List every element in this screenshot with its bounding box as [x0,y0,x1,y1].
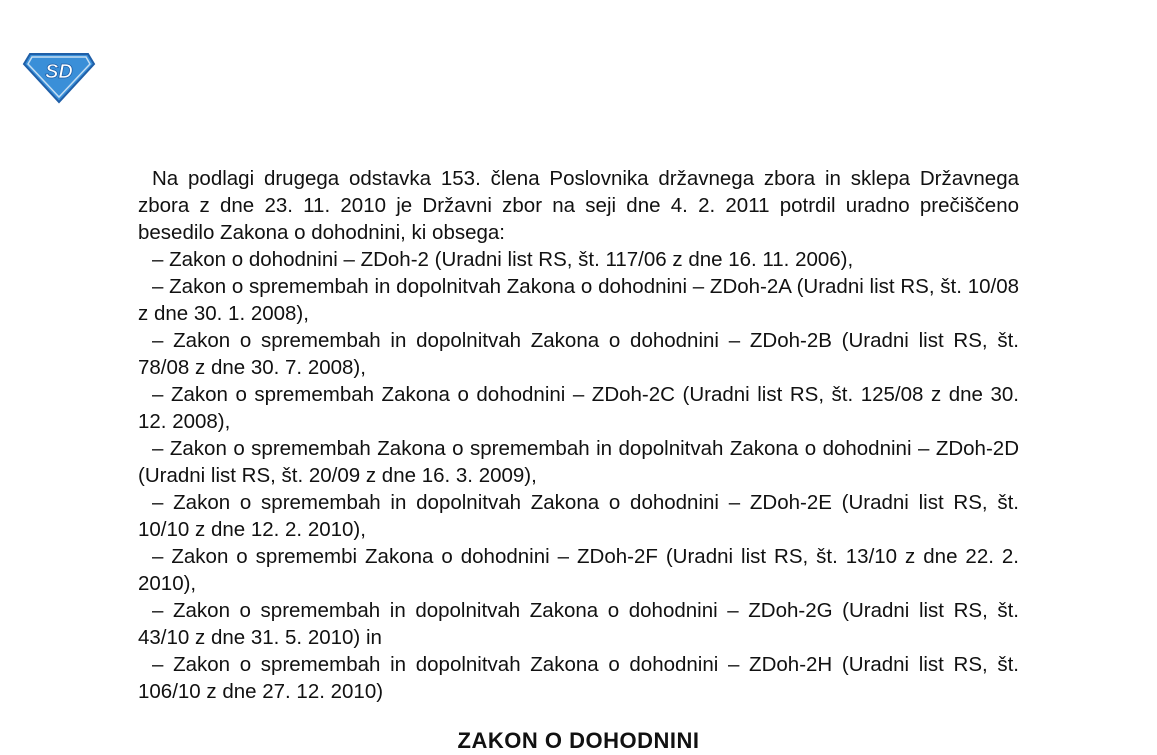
list-item: – Zakon o spremembah in dopolnitvah Zakona o dohodnini – ZDoh-2H (Uradni list RS, št. 106/10 z dne 27. 12. 2010) [138,653,1019,703]
logo-letters: SD [45,61,73,83]
intro-paragraph: Na podlagi drugega odstavka 153. člena Poslovnika državnega zbora in sklepa Državnega zbora z dne 23. 11. 2010 je Državni zbor na seji dne 4. 2. 2011 potrdil uradno prečiščeno besedilo Zakona o dohodnini, ki obsega: [138,167,1019,244]
list-item: – Zakon o dohodnini – ZDoh-2 (Uradni list RS, št. 117/06 z dne 16. 11. 2006), [152,248,854,271]
law-title: ZAKON O DOHODNINI [457,728,700,753]
list-item: – Zakon o spremembi Zakona o dohodnini – ZDoh-2F (Uradni list RS, št. 13/10 z dne 22. 2. 2010), [138,545,1019,595]
list-item: – Zakon o spremembah in dopolnitvah Zakona o dohodnini – ZDoh-2A (Uradni list RS, št. 10/08 z dne 30. 1. 2008), [138,275,1019,325]
document-body [138,165,1019,705]
list-item: – Zakon o spremembah in dopolnitvah Zakona o dohodnini – ZDoh-2B (Uradni list RS, št. 78/08 z dne 30. 7. 2008), [138,329,1019,379]
list-item: – Zakon o spremembah Zakona o dohodnini – ZDoh-2C (Uradni list RS, št. 125/08 z dne 30. 12. 2008), [138,383,1019,433]
list-item: – Zakon o spremembah Zakona o spremembah in dopolnitvah Zakona o dohodnini – ZDoh-2D (Uradni list RS, št. 20/09 z dne 16. 3. 2009), [138,437,1019,487]
shield-logo-icon [22,48,96,104]
list-item: – Zakon o spremembah in dopolnitvah Zakona o dohodnini – ZDoh-2G (Uradni list RS, št. 43/10 z dne 31. 5. 2010) in [138,599,1019,649]
list-item: – Zakon o spremembah in dopolnitvah Zakona o dohodnini – ZDoh-2E (Uradni list RS, št. 10/10 z dne 12. 2. 2010), [138,491,1019,541]
